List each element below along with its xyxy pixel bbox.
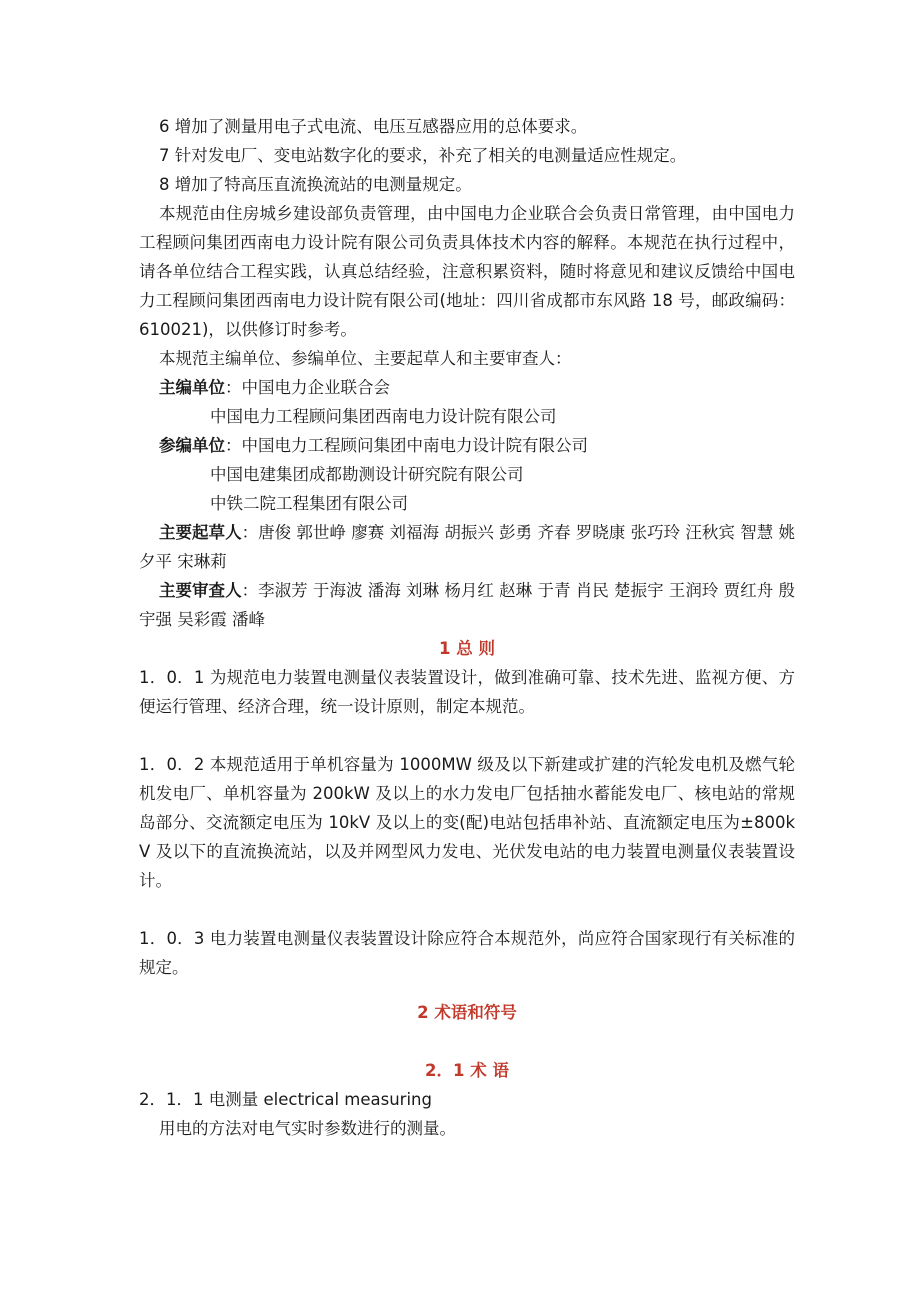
reviewers-paragraph: [139, 576, 795, 634]
clause-1-0-3: 1．0．3 电力装置电测量仪表装置设计除应符合本规范外，尚应符合国家现行有关标准的规定。: [139, 929, 795, 977]
management-paragraph: 本规范由住房城乡建设部负责管理，由中国电力企业联合会负责日常管理，由中国电力工程顾问集团西南电力设计院有限公司负责具体技术内容的解释。本规范在执行过程中，请各单位结合工程实践，认真总结经验，注意积累资料，随时将意见和建议反馈给中国电力工程顾问集团西南电力设计院有限公司(地址：四川省成都市东风路 18 号，邮政编码：610021)，以供修订时参考。: [139, 204, 795, 339]
preface-item-7: 7 针对发电厂、变电站数字化的要求，补充了相关的电测量适应性规定。: [159, 146, 687, 165]
participating-unit-first: ：中国电力工程顾问集团中南电力设计院有限公司: [225, 436, 588, 455]
chief-units-label: 主编单位: [159, 378, 225, 397]
drafters-names: ：唐俊 郭世峥 廖赛 刘福海 胡振兴 彭勇 齐春 罗晓康 张巧玲 汪秋宾 智慧 姚夕平 宋琳莉: [139, 523, 795, 571]
chief-unit-second: 中国电力工程顾问集团西南电力设计院有限公司: [210, 407, 557, 426]
spacer: [139, 1027, 795, 1056]
participating-unit-second: 中国电建集团成都勘测设计研究院有限公司: [210, 465, 524, 484]
spacer: [139, 982, 795, 998]
document-page: [139, 112, 795, 1143]
participating-units-line: [139, 431, 795, 460]
preface-item-6: 6 增加了测量用电子式电流、电压互感器应用的总体要求。: [159, 117, 588, 136]
reviewers-names: ：李淑芳 于海波 潘海 刘琳 杨月红 赵琳 于青 肖民 楚振宇 王润玲 贾红舟 殷宇强 吴彩霞 潘峰: [139, 581, 795, 629]
participating-units-label: 参编单位: [159, 436, 225, 455]
term-2-1-1-definition: 用电的方法对电气实时参数进行的测量。: [159, 1119, 456, 1138]
drafters-label: 主要起草人: [159, 523, 242, 542]
participating-unit-third: 中铁二院工程集团有限公司: [210, 494, 408, 513]
term-2-1-1-heading: 2．1．1 电测量 electrical measuring: [139, 1090, 432, 1109]
units-intro: 本规范主编单位、参编单位、主要起草人和主要审查人：: [159, 349, 572, 368]
chief-unit-first: ：中国电力企业联合会: [225, 378, 390, 397]
reviewers-label: 主要审查人: [159, 581, 242, 600]
section-2-1-title: 2．1 术 语: [425, 1061, 509, 1080]
drafters-paragraph: [139, 518, 795, 576]
chief-units-line: [139, 373, 795, 402]
clause-1-0-1: 1．0．1 为规范电力装置电测量仪表装置设计，做到准确可靠、技术先进、监视方便、方便运行管理、经济合理，统一设计原则，制定本规范。: [139, 668, 795, 716]
chapter-1-title: 1 总 则: [439, 639, 495, 658]
spacer: [139, 721, 795, 750]
spacer: [139, 895, 795, 924]
preface-item-8: 8 增加了特高压直流换流站的电测量规定。: [159, 175, 472, 194]
clause-1-0-2: 1．0．2 本规范适用于单机容量为 1000MW 级及以下新建或扩建的汽轮发电机及燃气轮机发电厂、单机容量为 200kW 及以上的水力发电厂包括抽水蓄能发电厂、核电站的常规岛部分、交流额定电压为 10kV 及以上的变(配)电站包括串补站、直流额定电压为±800kV 及以下的直流换流站，以及并网型风力发电、光伏发电站的电力装置电测量仪表装置设计。: [139, 755, 795, 890]
chapter-2-title: 2 术语和符号: [417, 1003, 517, 1022]
